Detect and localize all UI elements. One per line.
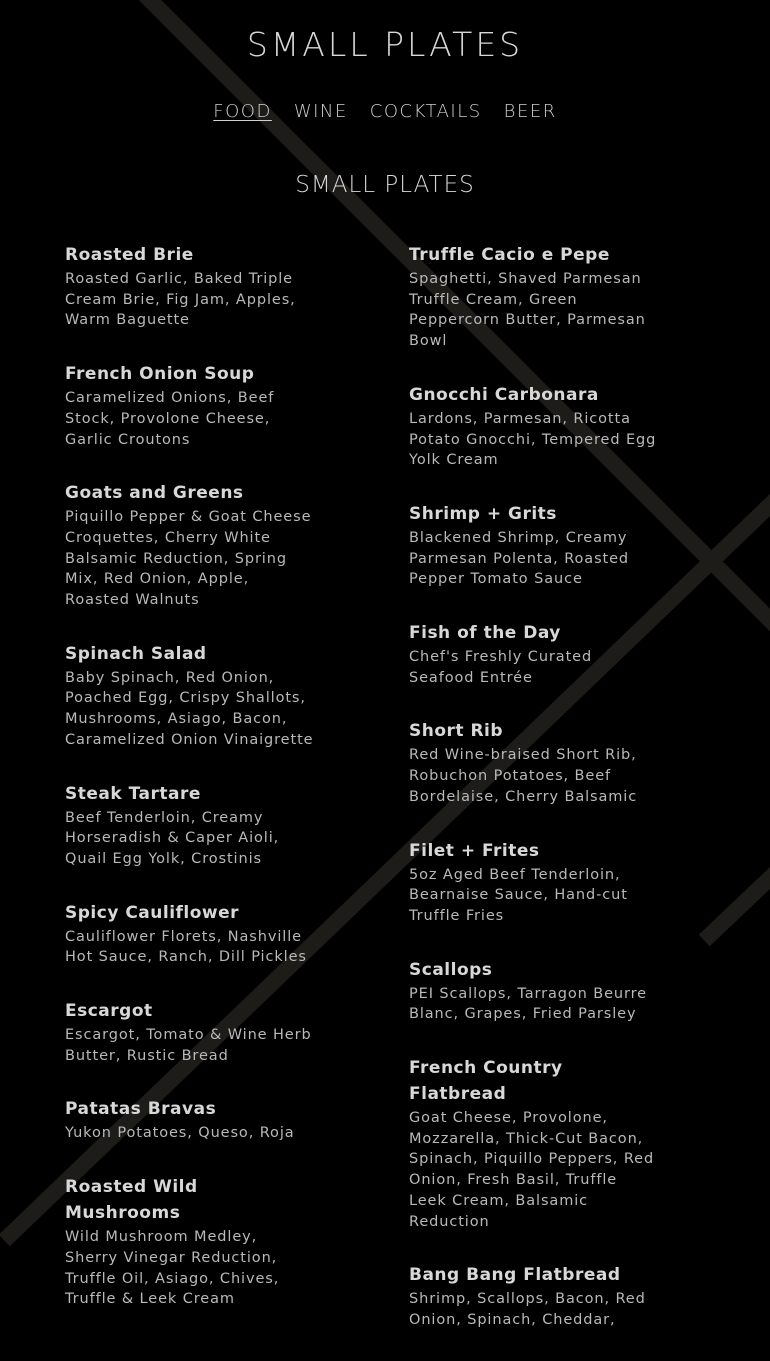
menu-item-description: Shrimp, Scallops, Bacon, Red Onion, Spinach, Cheddar,	[409, 1291, 646, 1328]
menu-item-description: Red Wine-braised Short Rib, Robuchon Potatoes, Beef Bordelaise, Cherry Balsamic	[409, 747, 638, 805]
menu-item	[65, 998, 315, 1066]
menu-item-name: Filet + Frites	[409, 840, 540, 861]
menu-item	[409, 1262, 659, 1330]
menu-item	[409, 838, 659, 927]
menu-item-description: 5oz Aged Beef Tenderloin, Bearnaise Sauce, Hand-cut Truffle Fries	[409, 866, 628, 924]
menu-item-name: Shrimp + Grits	[409, 503, 557, 524]
menu-item	[65, 361, 315, 450]
menu-item-description: PEI Scallops, Tarragon Beurre Blanc, Grapes, Fried Parsley	[409, 985, 647, 1023]
menu-item	[65, 480, 315, 611]
menu-item-description: Cauliflower Florets, Nashville Hot Sauce, Ranch, Dill Pickles	[65, 928, 307, 966]
menu-nav	[0, 100, 770, 124]
menu-item-name: Scallops	[409, 959, 493, 980]
nav-cocktails[interactable]: COCKTAILS	[369, 101, 482, 122]
menu-item-name: Spinach Salad	[65, 643, 207, 664]
section-title: SMALL PLATES	[295, 172, 475, 198]
menu-item-description: Piquillo Pepper & Goat Cheese Croquettes, Cherry White Balsamic Reduction, Spring Mix, Red Onion, Apple, Roasted Walnuts	[65, 509, 312, 609]
menu-item-description: Escargot, Tomato & Wine Herb Butter, Rustic Bread	[65, 1027, 312, 1064]
menu-item	[65, 641, 315, 751]
menu-item	[409, 1055, 659, 1232]
menu-item	[65, 1174, 315, 1310]
nav-beer[interactable]: BEER	[503, 101, 557, 122]
menu-item-name: Spicy Cauliflower	[65, 902, 240, 923]
menu-item-description: Roasted Garlic, Baked Triple Cream Brie, Fig Jam, Apples, Warm Baguette	[65, 271, 296, 329]
menu-item-name: Truffle Cacio e Pepe	[409, 245, 610, 265]
menu-item-name: French Onion Soup	[65, 364, 255, 385]
menu-item	[409, 382, 659, 471]
menu-item	[65, 900, 315, 968]
menu-item-description: Wild Mushroom Medley, Sherry Vinegar Reduction, Truffle Oil, Asiago, Chives, Truffle & Leek Cream	[65, 1229, 280, 1308]
menu-item-name: Roasted Brie	[65, 245, 194, 265]
site-title: SMALL PLATES	[246, 25, 524, 64]
menu-item-name: Gnocchi Carbonara	[409, 384, 599, 405]
menu-item-name: Escargot	[65, 1001, 153, 1022]
menu-item-name: Short Rib	[409, 721, 504, 742]
menu-item-description: Lardons, Parmesan, Ricotta Potato Gnocchi, Tempered Egg Yolk Cream	[409, 410, 657, 469]
menu-item-description: Yukon Potatoes, Queso, Roja	[65, 1125, 295, 1142]
menu-column-right	[409, 242, 659, 1361]
menu-item	[409, 620, 659, 688]
menu-item-description: Blackened Shrimp, Creamy Parmesan Polenta, Roasted Pepper Tomato Sauce	[409, 529, 630, 588]
menu-item-name: Steak Tartare	[65, 783, 201, 804]
menu-item-description: Spaghetti, Shaved Parmesan Truffle Cream, Green Peppercorn Butter, Parmesan Bowl	[409, 271, 646, 350]
menu-column-left	[65, 242, 315, 1340]
menu-item-description: Baby Spinach, Red Onion, Poached Egg, Crispy Shallots, Mushrooms, Asiago, Bacon, Caramelized Onion Vinaigrette	[65, 669, 314, 748]
menu-item-description: Beef Tenderloin, Creamy Horseradish & Caper Aioli, Quail Egg Yolk, Crostinis	[65, 809, 280, 867]
menu-item-name: French Country Flatbread	[409, 1058, 563, 1105]
menu-item-name: Roasted Wild Mushrooms	[65, 1177, 198, 1224]
menu-item	[65, 1096, 315, 1144]
menu-item	[409, 501, 659, 590]
menu-item-description: Chef's Freshly Curated Seafood Entrée	[409, 649, 593, 686]
menu-item	[409, 718, 659, 807]
menu-item-name: Patatas Bravas	[65, 1099, 217, 1120]
menu-item	[409, 242, 659, 352]
menu-item-name: Bang Bang Flatbread	[409, 1265, 621, 1286]
menu-item-name: Fish of the Day	[409, 623, 561, 644]
menu-item-description: Caramelized Onions, Beef Stock, Provolone Cheese, Garlic Croutons	[65, 390, 275, 448]
menu-item-name: Goats and Greens	[65, 483, 244, 504]
nav-food[interactable]: FOOD	[213, 101, 272, 122]
nav-wine[interactable]: WINE	[293, 101, 348, 122]
menu-item	[65, 242, 315, 331]
menu-item-description: Goat Cheese, Provolone, Mozzarella, Thick-Cut Bacon, Spinach, Piquillo Peppers, Red Onion, Fresh Basil, Truffle Leek Cream, Balsamic Reduction	[409, 1110, 655, 1230]
menu-item	[65, 781, 315, 870]
menu-item	[409, 957, 659, 1025]
